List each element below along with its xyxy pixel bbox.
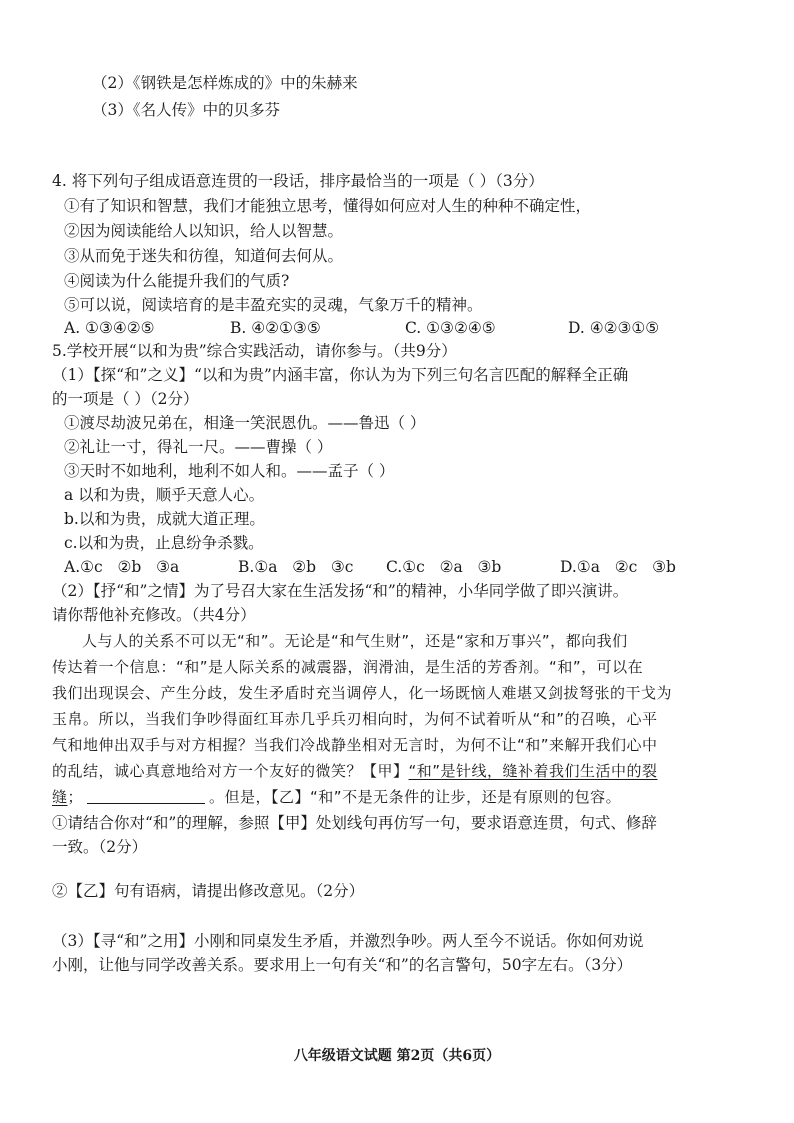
speech-line-3: 我们出现误会、产生分歧，发生矛盾时充当调停人，化一场既恼人难堪又剑拔弩张的干戈为 [52, 684, 673, 702]
q4-option-d: D. ④②③①⑤ [568, 319, 660, 337]
q5-quote-1: ①渡尽劫波兄弟在，相逢一笑泯恩仇。——鲁迅（ ） [64, 414, 426, 432]
imitation-blank[interactable] [87, 787, 205, 804]
q5-option-b: B.①a ②b ③c [238, 558, 354, 576]
q4-option-b: B. ④②①③⑤ [230, 319, 321, 337]
q5-explanation-c: c.以和为贵，止息纷争杀戮。 [64, 534, 264, 552]
q5-task1-line2: 一致。（2分） [52, 838, 148, 856]
q5-part1-line1: （1）【探“和”之义】“以和为贵”内涵丰富，你认为为下列三句名言匹配的解释全正确 [52, 366, 629, 384]
q5-task2: ②【乙】句有语病，请提出修改意见。（2分） [52, 882, 365, 900]
q5-option-d: D.①a ②c ③b [560, 558, 676, 576]
speech-line-2: 传达着一个信息：“和”是人际关系的减震器，润滑油，是生活的芳香剂。“和”，可以在 [52, 658, 644, 676]
q5-explanation-b: b.以和为贵，成就大道正理。 [64, 510, 265, 528]
q4-sentence-2: ②因为阅读能给人以知识，给人以智慧。 [64, 222, 344, 240]
semicolon: ； [67, 788, 84, 806]
intro-item-2: （2）《钢铁是怎样炼成的》中的朱赫来 [92, 74, 358, 92]
q4-sentence-4: ④阅读为什么能提升我们的气质? [64, 272, 290, 290]
q5-option-a: A.①c ②b ③a [64, 558, 180, 576]
page-footer: 八年级语文试题 第2页（共6页） [293, 1048, 501, 1064]
q5-quote-2: ②礼让一寸，得礼一尺。——曹操（ ） [64, 438, 333, 456]
q5-option-c: C.①c ②a ③b [386, 558, 502, 576]
underlined-sentence-jia: “和”是针线，缝补着我们生活中的裂 [408, 762, 658, 780]
q4-sentence-5: ⑤可以说，阅读培育的是丰盈充实的灵魂，气象万千的精神。 [64, 296, 483, 314]
q4-option-c: C. ①③②④⑤ [405, 319, 496, 337]
speech-line-5: 气和地伸出双手与对方相握？当我们冷战静坐相对无言时，为何不让“和”来解开我们心中 [52, 736, 658, 754]
speech-line-6-text: 的乱结，诚心真意地给对方一个友好的微笑？【甲】 [52, 762, 409, 780]
q5-stem: 5.学校开展“以和为贵”综合实践活动，请你参与。（共9分） [52, 342, 457, 360]
q4-sentence-3: ③从而免于迷失和彷徨，知道何去何从。 [64, 247, 344, 265]
q5-part2-line2: 请你帮他补充修改。（共4分） [52, 606, 256, 624]
q5-task1-line1: ①请结合你对“和”的理解，参照【甲】处划线句再仿写一句，要求语意连贯，句式、修辞 [52, 814, 657, 832]
q4-option-a: A. ①③④②⑤ [64, 319, 155, 337]
speech-line-4: 玉帛。所以，当我们争吵得面红耳赤几乎兵刃相向时，为何不试着听从“和”的召唤，心平 [52, 710, 658, 728]
speech-line-6 [52, 760, 658, 782]
q5-quote-3: ③天时不如地利，地利不如人和。——孟子（ ） [64, 462, 395, 480]
q5-part3-line1: （3）【寻“和”之用】小刚和同桌发生矛盾，并激烈争吵。两人至今不说话。你如何劝说 [52, 932, 644, 950]
q4-stem: 4. 将下列句子组成语意连贯的一段话，排序最恰当的一项是（ ）（3分） [52, 172, 544, 190]
speech-line-7-text: 。但是，【乙】“和”不是无条件的让步，还是有原则的包容。 [209, 788, 622, 806]
q4-sentence-1: ①有了知识和智慧，我们才能独立思考，懂得如何应对人生的种种不确定性， [64, 197, 592, 215]
q5-explanation-a: a 以和为贵，顺乎天意人心。 [64, 486, 265, 504]
q5-part1-line2: 的一项是（ ）（2分） [52, 390, 199, 408]
q5-part2-line1: （2）【抒“和”之情】为了号召大家在生活发扬“和”的精神，小华同学做了即兴演讲。 [52, 582, 629, 600]
intro-item-3: （3）《名人传》中的贝多芬 [92, 101, 281, 119]
speech-line-7 [52, 786, 621, 808]
speech-line-1: 人与人的关系不可以无“和”。无论是“和气生财”，还是“家和万事兴”，都向我们 [82, 632, 628, 650]
q5-part3-line2: 小刚，让他与同学改善关系。要求用上一句有关“和”的名言警句，50字左右。（3分） [52, 956, 633, 974]
underlined-sentence-jia-end: 缝 [52, 788, 68, 806]
